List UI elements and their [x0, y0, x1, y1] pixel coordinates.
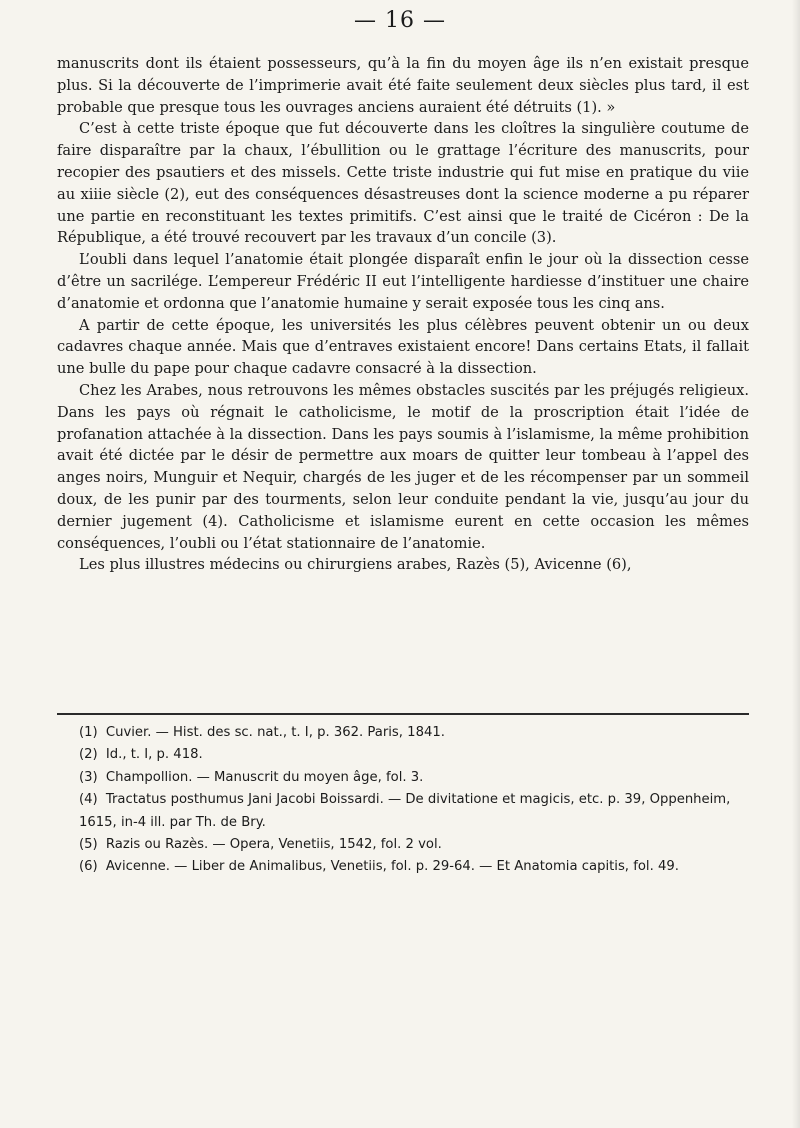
footnote [57, 856, 749, 878]
paragraph: A partir de cette époque, les universités les plus célèbres peuvent obtenir un ou deux cadavres chaque année. Mais que d’entraves existaient encore! Dans certains Etats, il fallait une bulle du pape pour chaque cadavre consacré à la dissection. [57, 316, 749, 378]
footnote [57, 767, 749, 789]
paragraph: Les plus illustres médecins ou chirurgiens arabes, Razès (5), Avicenne (6), [79, 556, 632, 574]
page-edge-shadow [792, 0, 800, 1128]
footnote-number: (3) [79, 769, 98, 785]
footnote-text: Avicenne. — Liber de Animalibus, Venetiis, fol. p. 29-64. — Et Anatomia capitis, fol. 49. [105, 859, 679, 875]
footnote [57, 744, 749, 766]
footnote [57, 834, 749, 856]
paragraph: Chez les Arabes, nous retrouvons les mêmes obstacles suscités par les préjugés religieux. Dans les pays où régnait le catholicisme, le motif de la proscription était l’idée de profanation attachée à la dissection. Dans les pays soumis à l’islamisme, la même prohibition avait été dictée par le désir de permettre aux moars de quitter leur tombeau à l’appel des anges noirs, Munguir et Nequir, chargés de les juger et de les récompenser par un sommeil doux, de les punir par des tourments, selon leur conduite pendant la vie, jusqu’au jour du dernier jugement (4). Catholicisme et islamisme eurent en cette occasion les mêmes conséquences, l’oubli ou l’état stationnaire de l’anatomie. [57, 381, 749, 552]
footnote-text: Champollion. — Manuscrit du moyen âge, fol. 3. [105, 769, 424, 785]
footnote-number: (1) [79, 725, 98, 740]
paragraph: C’est à cette triste époque que fut découverte dans les cloîtres la singulière coutume de faire disparaître par la chaux, l’ébullition ou le grattage l’écriture des manuscrits, pour recopier des psautiers et des missels. Cette triste industrie qui fut mise en pratique du viie au xiiie siècle (2), eut des conséquences désastreuses dont la science moderne a pu réparer une partie en reconstituant les textes primitifs. C’est ainsi que le traité de Cicéron : De la République, a été trouvé recouvert par les travaux d’un concile (3). [57, 120, 749, 247]
footnote-number: (4) [79, 792, 98, 808]
footnote [57, 722, 749, 744]
footnote [57, 789, 749, 834]
paragraph: L’oubli dans lequel l’anatomie était plongée disparaît enfin le jour où la dissection cesse d’être un sacrilége. L’empereur Frédéric II eut l’intelligente hardiesse d’instituer une chaire d’anatomie et ordonna que l’anatomie humaine y serait exposée tous les cinq ans. [57, 251, 749, 312]
footnote-text: Tractatus posthumus Jani Jacobi Boissardi. — De divitatione et magicis, etc. p. 39, Oppenheim, 1615, in-4 ill. par Th. de Bry. [79, 792, 731, 830]
footnote-number: (6) [79, 859, 98, 875]
footnote-divider [57, 713, 749, 715]
footnote-number: (2) [79, 747, 98, 763]
footnotes [57, 722, 749, 879]
paragraph: manuscrits dont ils étaient possesseurs, qu’à la fin du moyen âge ils n’en existait presque plus. Si la découverte de l’imprimerie avait été faite seulement deux siècles plus tard, il est probable que presque tous les ouvrages anciens auraient été détruits (1). » [57, 55, 749, 116]
footnote-text: Razis ou Razès. — Opera, Venetiis, 1542, fol. 2 vol. [105, 837, 442, 853]
footnote-text: Cuvier. — Hist. des sc. nat., t. I, p. 362. Paris, 1841. [105, 725, 445, 740]
page-number: — 16 — [354, 8, 446, 33]
footnote-text: Id., t. I, p. 418. [105, 747, 203, 763]
footnote-number: (5) [79, 837, 98, 853]
body-text [57, 53, 749, 576]
